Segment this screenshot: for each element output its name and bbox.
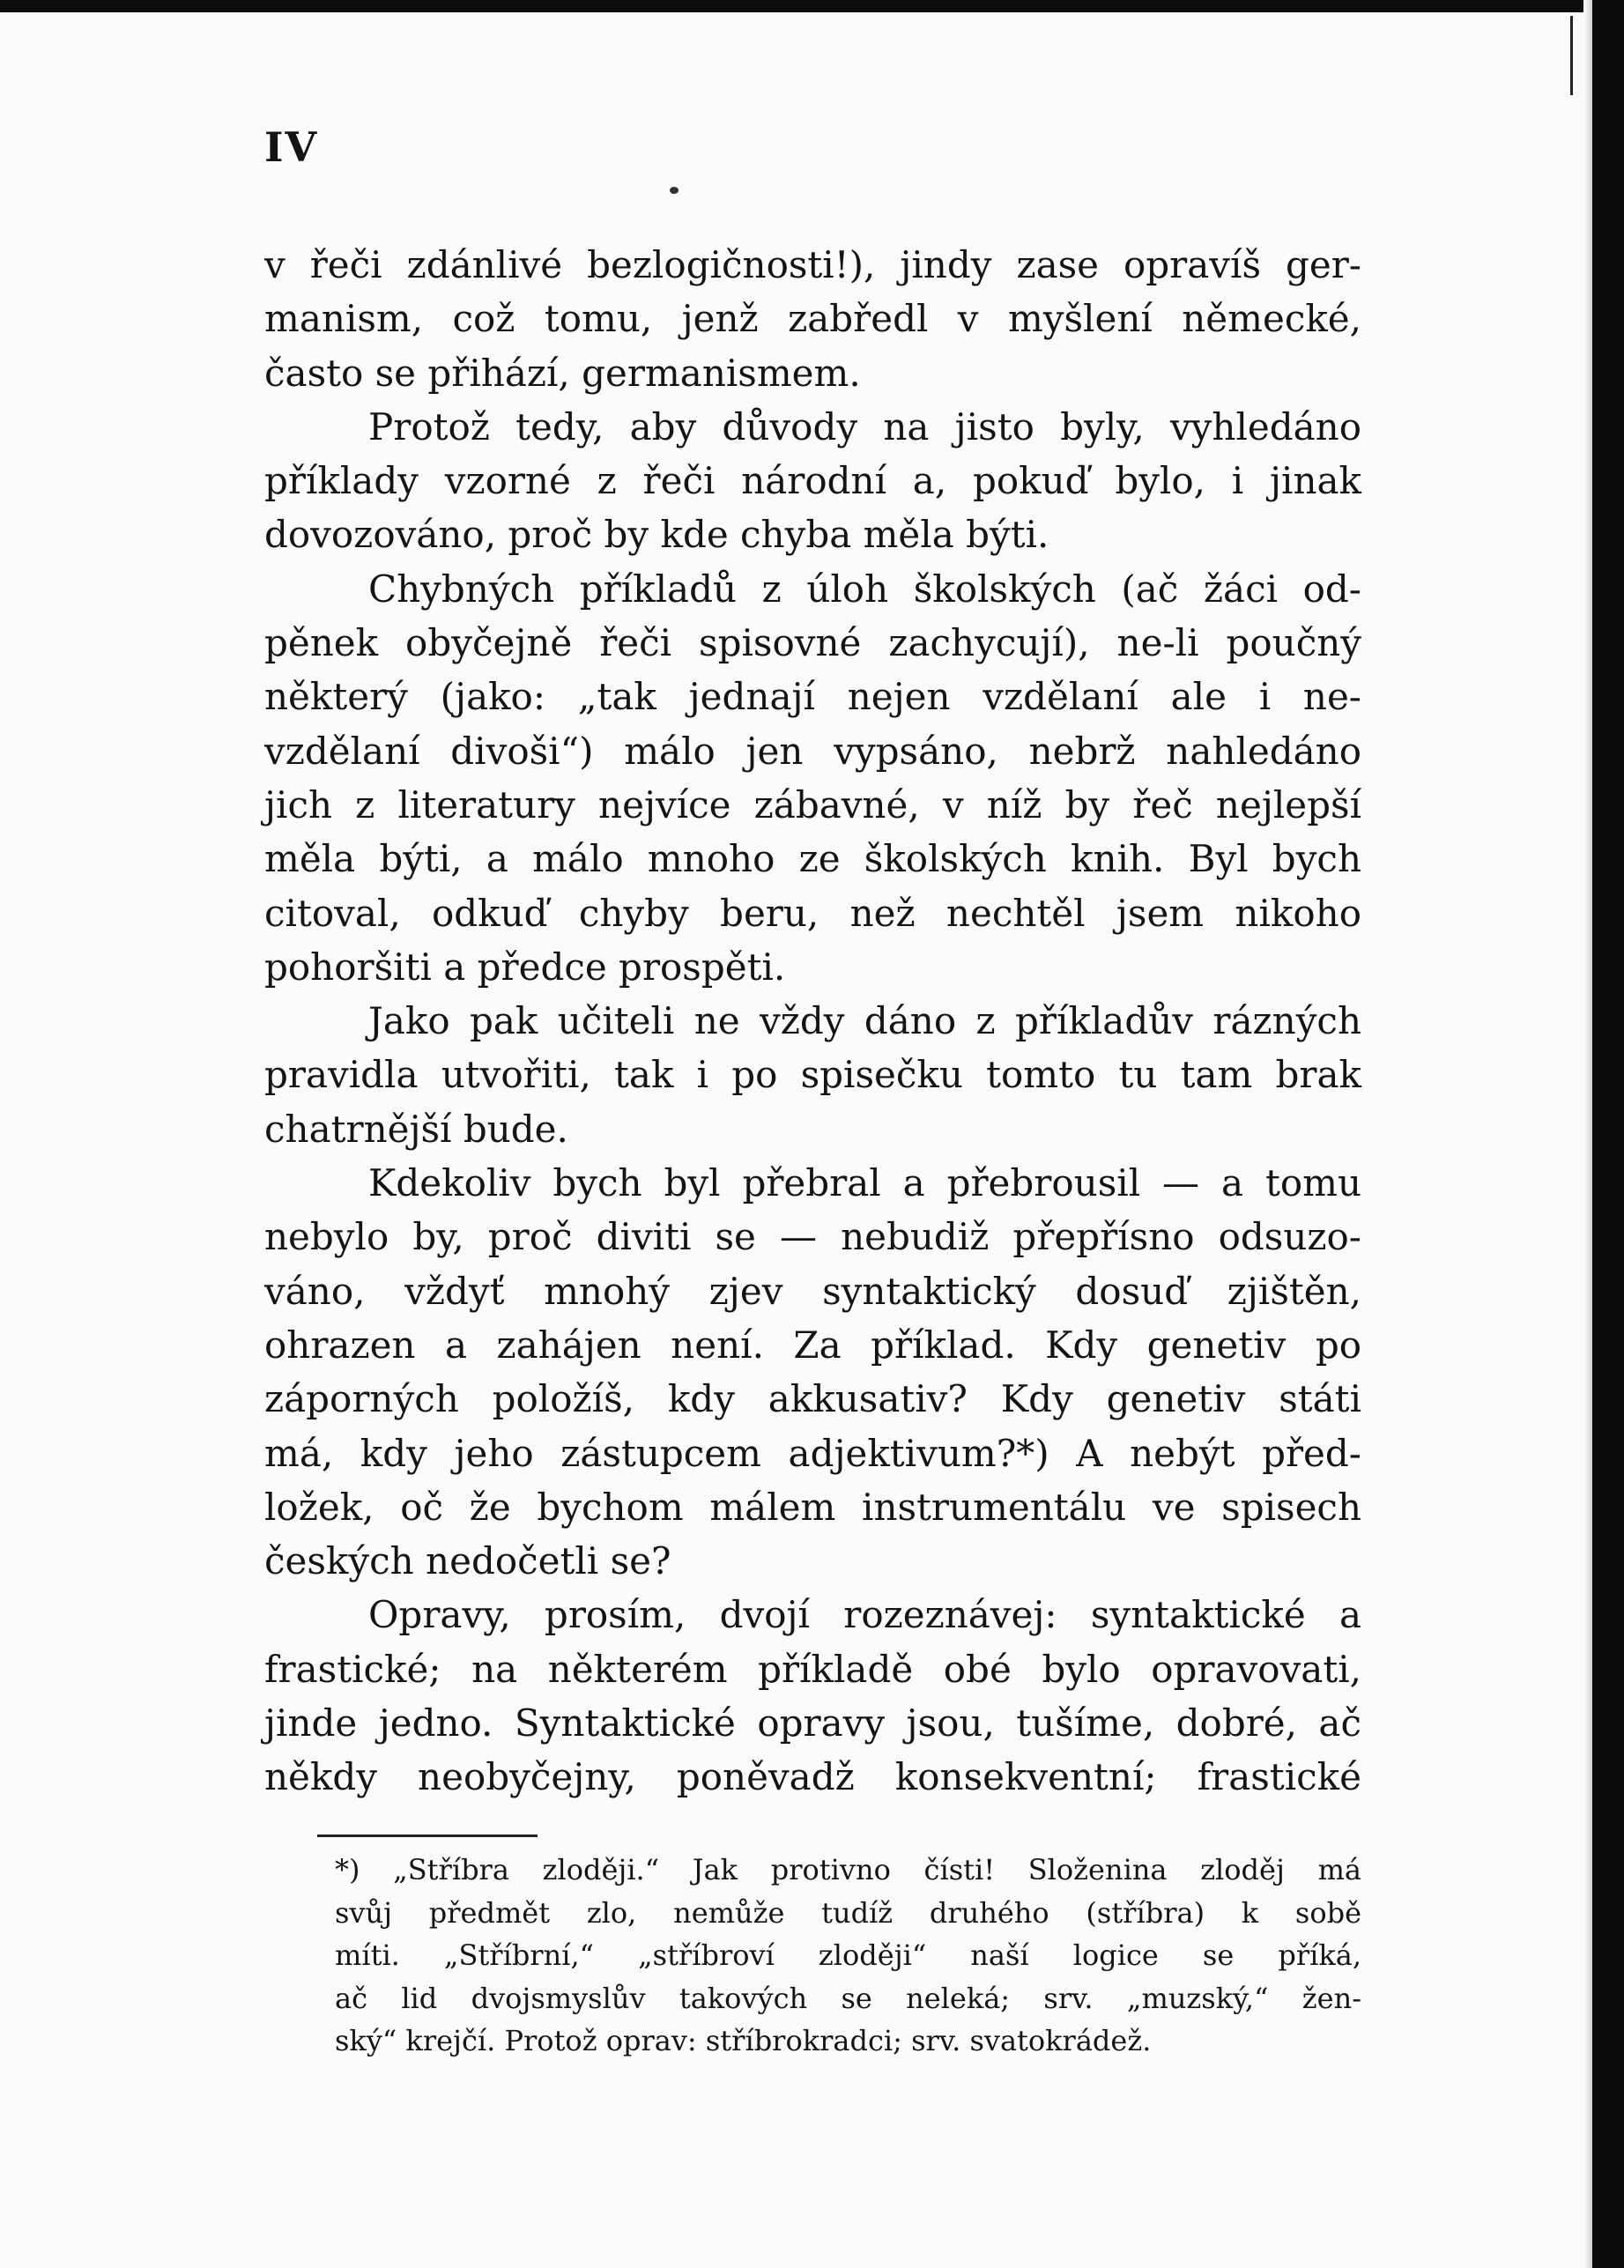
text-line: často se přihází, germanismem. [264, 351, 861, 395]
text-line: českých nedočetli se? [264, 1539, 671, 1583]
ink-speck [670, 187, 679, 194]
text-line: pravidla utvořiti, tak i po spisečku tomto tu tam brak [264, 1053, 1361, 1097]
scan-margin-mark [1570, 16, 1573, 95]
text-line: záporných položíš, kdy akkusativ? Kdy genetiv státi [264, 1377, 1361, 1421]
text-line: manism, což tomu, jenž zabředl v myšlení německé, [264, 297, 1361, 341]
text-line: ohrazen a zahájen není. Za příklad. Kdy genetiv po [264, 1323, 1361, 1367]
footnote-line: míti. „Stříbrní,“ „stříbroví zloději“ naší logice se příká, [335, 1938, 1361, 1972]
scan-right-shadow [1583, 0, 1592, 2268]
scan-right-edge [1592, 0, 1624, 2268]
text-line: chatrnější bude. [264, 1107, 568, 1151]
text-line: jinde jedno. Syntaktické opravy jsou, tušíme, dobré, ač [264, 1701, 1361, 1745]
text-line: Protož tedy, aby důvody na jisto byly, vyhledáno [368, 404, 1361, 448]
text-line: některý (jako: „tak jednají nejen vzdělaní ale i ne- [264, 675, 1361, 719]
footnote-line: svůj předmět zlo, nemůže tudíž druhého (stříbra) k sobě [335, 1895, 1361, 1930]
text-line: ložek, oč že bychom málem instrumentálu ve spisech [264, 1485, 1361, 1529]
page-number: IV [264, 123, 319, 171]
text-line: pěnek obyčejně řeči spisovné zachycují), ne-li poučný [264, 621, 1361, 665]
text-line: citoval, odkuď chyby beru, než nechtěl jsem nikoho [264, 891, 1361, 935]
text-line: vzdělaní divoši“) málo jen vypsáno, nebrž nahledáno [264, 729, 1361, 773]
text-line: dovozováno, proč by kde chyba měla býti. [264, 513, 1049, 557]
text-line: váno, vždyť mnohý zjev syntaktický dosuď zjištěn, [264, 1269, 1361, 1313]
text-line: pohoršiti a předce prospěti. [264, 945, 786, 989]
text-line: jich z literatury nejvíce zábavné, v níž by řeč nejlepší [264, 782, 1361, 826]
text-line: někdy neobyčejny, poněvadž konsekventní; frastické [264, 1755, 1361, 1799]
text-line: Opravy, prosím, dvojí rozeznávej: syntaktické a [368, 1593, 1361, 1637]
footnote-rule [317, 1834, 538, 1837]
text-line: příklady vzorné z řeči národní a, pokuď bylo, i jinak [264, 459, 1361, 503]
text-line: měla býti, a málo mnoho ze školských knih. Byl bych [264, 837, 1361, 881]
footnote-line: ský“ krejčí. Protož oprav: stříbrokradci; srv. svatokrádež. [335, 2024, 1152, 2057]
text-line: v řeči zdánlivé bezlogičnosti!), jindy zase opravíš ger- [264, 243, 1361, 286]
footnote [335, 1849, 1361, 2063]
text-line: Jako pak učiteli ne vždy dáno z příkladův rázných [368, 999, 1361, 1043]
text-line: nebylo by, proč diviti se — nebudiž přepřísno odsuzo- [264, 1215, 1361, 1259]
text-line: Kdekoliv bych byl přebral a přebrousil — a tomu [368, 1161, 1361, 1205]
footnote-line: *) „Stříbra zloději.“ Jak protivno čísti! Složenina zloděj má [335, 1853, 1361, 1886]
text-line: Chybných příkladů z úloh školských (ač žáci od- [368, 567, 1361, 611]
body-text [264, 238, 1361, 1805]
footnote-line: ač lid dvojsmyslův takových se neleká; srv. „muzský,“ žen- [335, 1981, 1361, 2015]
text-line: frastické; na některém příkladě obé bylo opravovati, [264, 1647, 1361, 1691]
text-line: má, kdy jeho zástupcem adjektivum?*) A nebýt před- [264, 1431, 1361, 1475]
scan-top-edge [0, 0, 1624, 12]
